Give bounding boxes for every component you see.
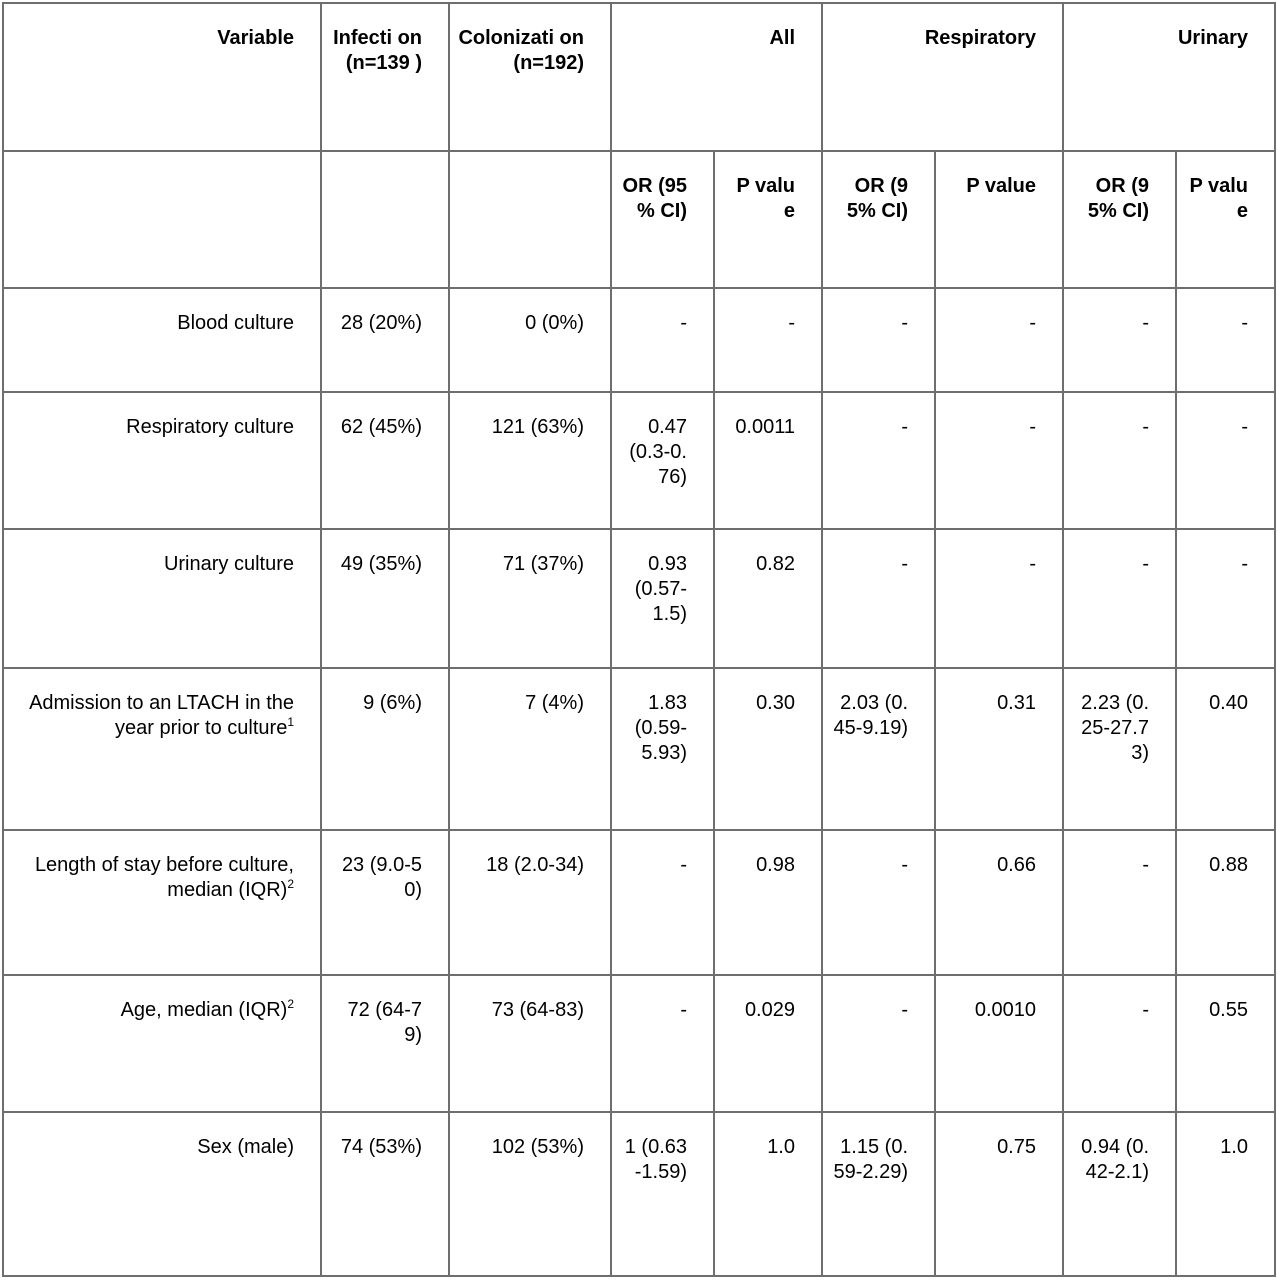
cell-all-or: -	[611, 975, 714, 1112]
subheader-all-p: P valu e	[714, 151, 822, 288]
table-row	[3, 1112, 1275, 1276]
cell-uri-p: 0.55	[1176, 975, 1275, 1112]
cell-all-or: 0.47 (0.3-0.76)	[611, 392, 714, 529]
subheader-empty-variable	[3, 151, 321, 288]
cell-colonization: 18 (2.0-34)	[449, 830, 611, 975]
cell-uri-p: 0.88	[1176, 830, 1275, 975]
cell-infection: 9 (6%)	[321, 668, 449, 830]
subheader-uri-p: P valu e	[1176, 151, 1275, 288]
cell-colonization: 7 (4%)	[449, 668, 611, 830]
header-infection: Infecti on (n=139 )	[321, 3, 449, 151]
subheader-all-or: OR (95 % CI)	[611, 151, 714, 288]
table-row	[3, 668, 1275, 830]
cell-all-or: 1.83 (0.59-5.93)	[611, 668, 714, 830]
row-label: Urinary culture	[3, 529, 321, 668]
data-table	[2, 2, 1276, 1277]
cell-resp-p: 0.0010	[935, 975, 1063, 1112]
table-row	[3, 830, 1275, 975]
cell-all-or: 0.93 (0.57-1.5)	[611, 529, 714, 668]
cell-all-p: 0.98	[714, 830, 822, 975]
table-row	[3, 975, 1275, 1112]
header-variable: Variable	[3, 3, 321, 151]
cell-colonization: 73 (64-83)	[449, 975, 611, 1112]
cell-uri-p: -	[1176, 529, 1275, 668]
cell-all-or: -	[611, 830, 714, 975]
cell-colonization: 102 (53%)	[449, 1112, 611, 1276]
cell-resp-or: 1.15 (0.59-2.29)	[822, 1112, 935, 1276]
table-row	[3, 392, 1275, 529]
table-row	[3, 288, 1275, 392]
row-label: Respiratory culture	[3, 392, 321, 529]
cell-infection: 23 (9.0-50)	[321, 830, 449, 975]
cell-infection: 49 (35%)	[321, 529, 449, 668]
cell-uri-or: -	[1063, 288, 1176, 392]
subheader-row	[3, 151, 1275, 288]
header-respiratory: Respiratory	[822, 3, 1063, 151]
cell-uri-p: -	[1176, 392, 1275, 529]
cell-resp-or: -	[822, 975, 935, 1112]
cell-infection: 62 (45%)	[321, 392, 449, 529]
row-label: Admission to an LTACH in the year prior to culture$^1$	[3, 668, 321, 830]
cell-colonization: 121 (63%)	[449, 392, 611, 529]
cell-uri-or: -	[1063, 830, 1176, 975]
cell-uri-or: -	[1063, 392, 1176, 529]
row-label: Sex (male)	[3, 1112, 321, 1276]
cell-resp-p: 0.66	[935, 830, 1063, 975]
row-label: Length of stay before culture, median (IQR)$^2$	[3, 830, 321, 975]
cell-resp-or: -	[822, 288, 935, 392]
cell-uri-p: -	[1176, 288, 1275, 392]
table-row	[3, 529, 1275, 668]
cell-resp-p: 0.31	[935, 668, 1063, 830]
cell-resp-or: -	[822, 392, 935, 529]
header-all: All	[611, 3, 822, 151]
subheader-uri-or: OR (95% CI)	[1063, 151, 1176, 288]
row-label: Age, median (IQR)$^2$	[3, 975, 321, 1112]
cell-all-p: 0.82	[714, 529, 822, 668]
cell-all-p: 1.0	[714, 1112, 822, 1276]
cell-uri-or: -	[1063, 975, 1176, 1112]
cell-all-p: -	[714, 288, 822, 392]
cell-all-or: 1 (0.63-1.59)	[611, 1112, 714, 1276]
subheader-empty-infection	[321, 151, 449, 288]
cell-all-or: -	[611, 288, 714, 392]
cell-resp-p: -	[935, 529, 1063, 668]
row-label: Blood culture	[3, 288, 321, 392]
cell-resp-p: -	[935, 392, 1063, 529]
cell-all-p: 0.30	[714, 668, 822, 830]
subheader-resp-p: P value	[935, 151, 1063, 288]
header-urinary: Urinary	[1063, 3, 1275, 151]
cell-resp-p: -	[935, 288, 1063, 392]
subheader-resp-or: OR (95% CI)	[822, 151, 935, 288]
cell-resp-p: 0.75	[935, 1112, 1063, 1276]
cell-uri-or: -	[1063, 529, 1176, 668]
subheader-empty-colonization	[449, 151, 611, 288]
cell-uri-or: 2.23 (0.25-27.73)	[1063, 668, 1176, 830]
cell-resp-or: 2.03 (0.45-9.19)	[822, 668, 935, 830]
cell-colonization: 71 (37%)	[449, 529, 611, 668]
cell-infection: 74 (53%)	[321, 1112, 449, 1276]
cell-all-p: 0.0011	[714, 392, 822, 529]
cell-all-p: 0.029	[714, 975, 822, 1112]
cell-resp-or: -	[822, 529, 935, 668]
cell-infection: 28 (20%)	[321, 288, 449, 392]
cell-uri-or: 0.94 (0.42-2.1)	[1063, 1112, 1176, 1276]
cell-uri-p: 0.40	[1176, 668, 1275, 830]
cell-colonization: 0 (0%)	[449, 288, 611, 392]
header-row	[3, 3, 1275, 151]
cell-infection: 72 (64-79)	[321, 975, 449, 1112]
cell-resp-or: -	[822, 830, 935, 975]
cell-uri-p: 1.0	[1176, 1112, 1275, 1276]
header-colonization: Colonizati on (n=192)	[449, 3, 611, 151]
